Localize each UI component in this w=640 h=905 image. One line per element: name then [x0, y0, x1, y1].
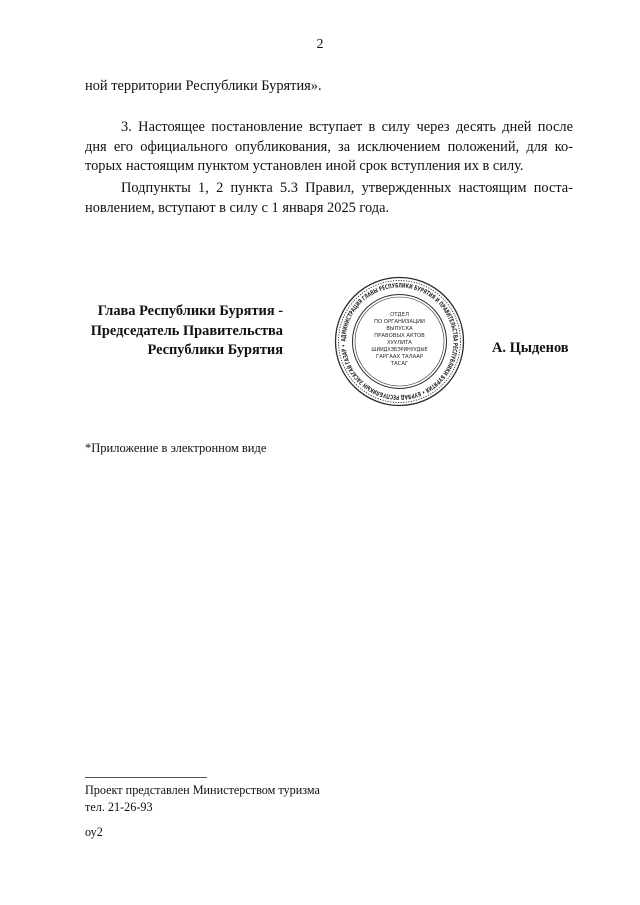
paragraph-4 — [85, 179, 573, 218]
signer-title-line: Председатель Правительства — [90, 322, 283, 339]
footer-line: Проект представлен Министерством туризма — [85, 783, 320, 797]
official-seal — [333, 275, 466, 408]
paragraph-3 — [85, 118, 573, 177]
appendix-note: *Приложение в электронном виде — [85, 441, 267, 455]
seal-center-line: ТАСАГ — [390, 361, 409, 367]
paragraph-4-line-2: новлением, вступают в силу с 1 января 2025 года. — [85, 199, 390, 216]
paragraph-3-line-1: 3. Настоящее постановление вступает в силу через десять дней после — [121, 119, 573, 135]
paragraph-4-line-1: Подпункты 1, 2 пункта 5.3 Правил, утвержденных настоящим поста- — [121, 180, 573, 196]
signer-title-line: Глава Республики Бурятия - — [97, 303, 283, 319]
seal-center-line: ГАРГААХ ТАЛААР — [375, 354, 424, 360]
seal-center-line: ОТДЕЛ — [390, 312, 409, 318]
continuation-text — [85, 77, 573, 97]
seal-center-line: ШИИДХЭБЭРИНУУДЫЕ — [371, 348, 428, 353]
seal-center-line: ВЫПУСКА — [386, 326, 413, 332]
seal-center-line: ПО ОРГАНИЗАЦИИ — [373, 319, 426, 325]
paragraph-3-line-2: дня его официального опубликования, за исключением положений, для ко- — [85, 138, 573, 155]
footer-line: тел. 21-26-93 — [85, 800, 153, 814]
footer-info — [85, 782, 320, 841]
seal-outer-text: АДМИНИСТРАЦИЯ ГЛАВЫ РЕСПУБЛИКИ БУРЯТИЯ И ПРАВИТЕЛЬСТВА РЕСПУБЛИКИ БУРЯТИЯ • БУРЯАД РЕСПУБЛИКЫН ЗАСАГАЙ ГАЗАР • — [340, 282, 459, 401]
paragraph-3-line-3: торых настоящим пунктом установлен иной срок вступления их в силу. — [85, 158, 524, 174]
seal-center-line: ПРАВОВЫХ АКТОВ — [374, 333, 425, 339]
page-number: 2 — [316, 37, 324, 52]
signer-title-line: Республики Бурятия — [147, 342, 283, 358]
seal-center-line: ХУУЛИТА — [387, 340, 412, 346]
signer-title — [83, 302, 283, 361]
footer-code: оу2 — [85, 825, 103, 839]
signer-name: А. Цыденов — [492, 340, 569, 356]
footnote-divider — [85, 777, 207, 778]
continuation-line: ной территории Республики Бурятия». — [85, 78, 322, 94]
